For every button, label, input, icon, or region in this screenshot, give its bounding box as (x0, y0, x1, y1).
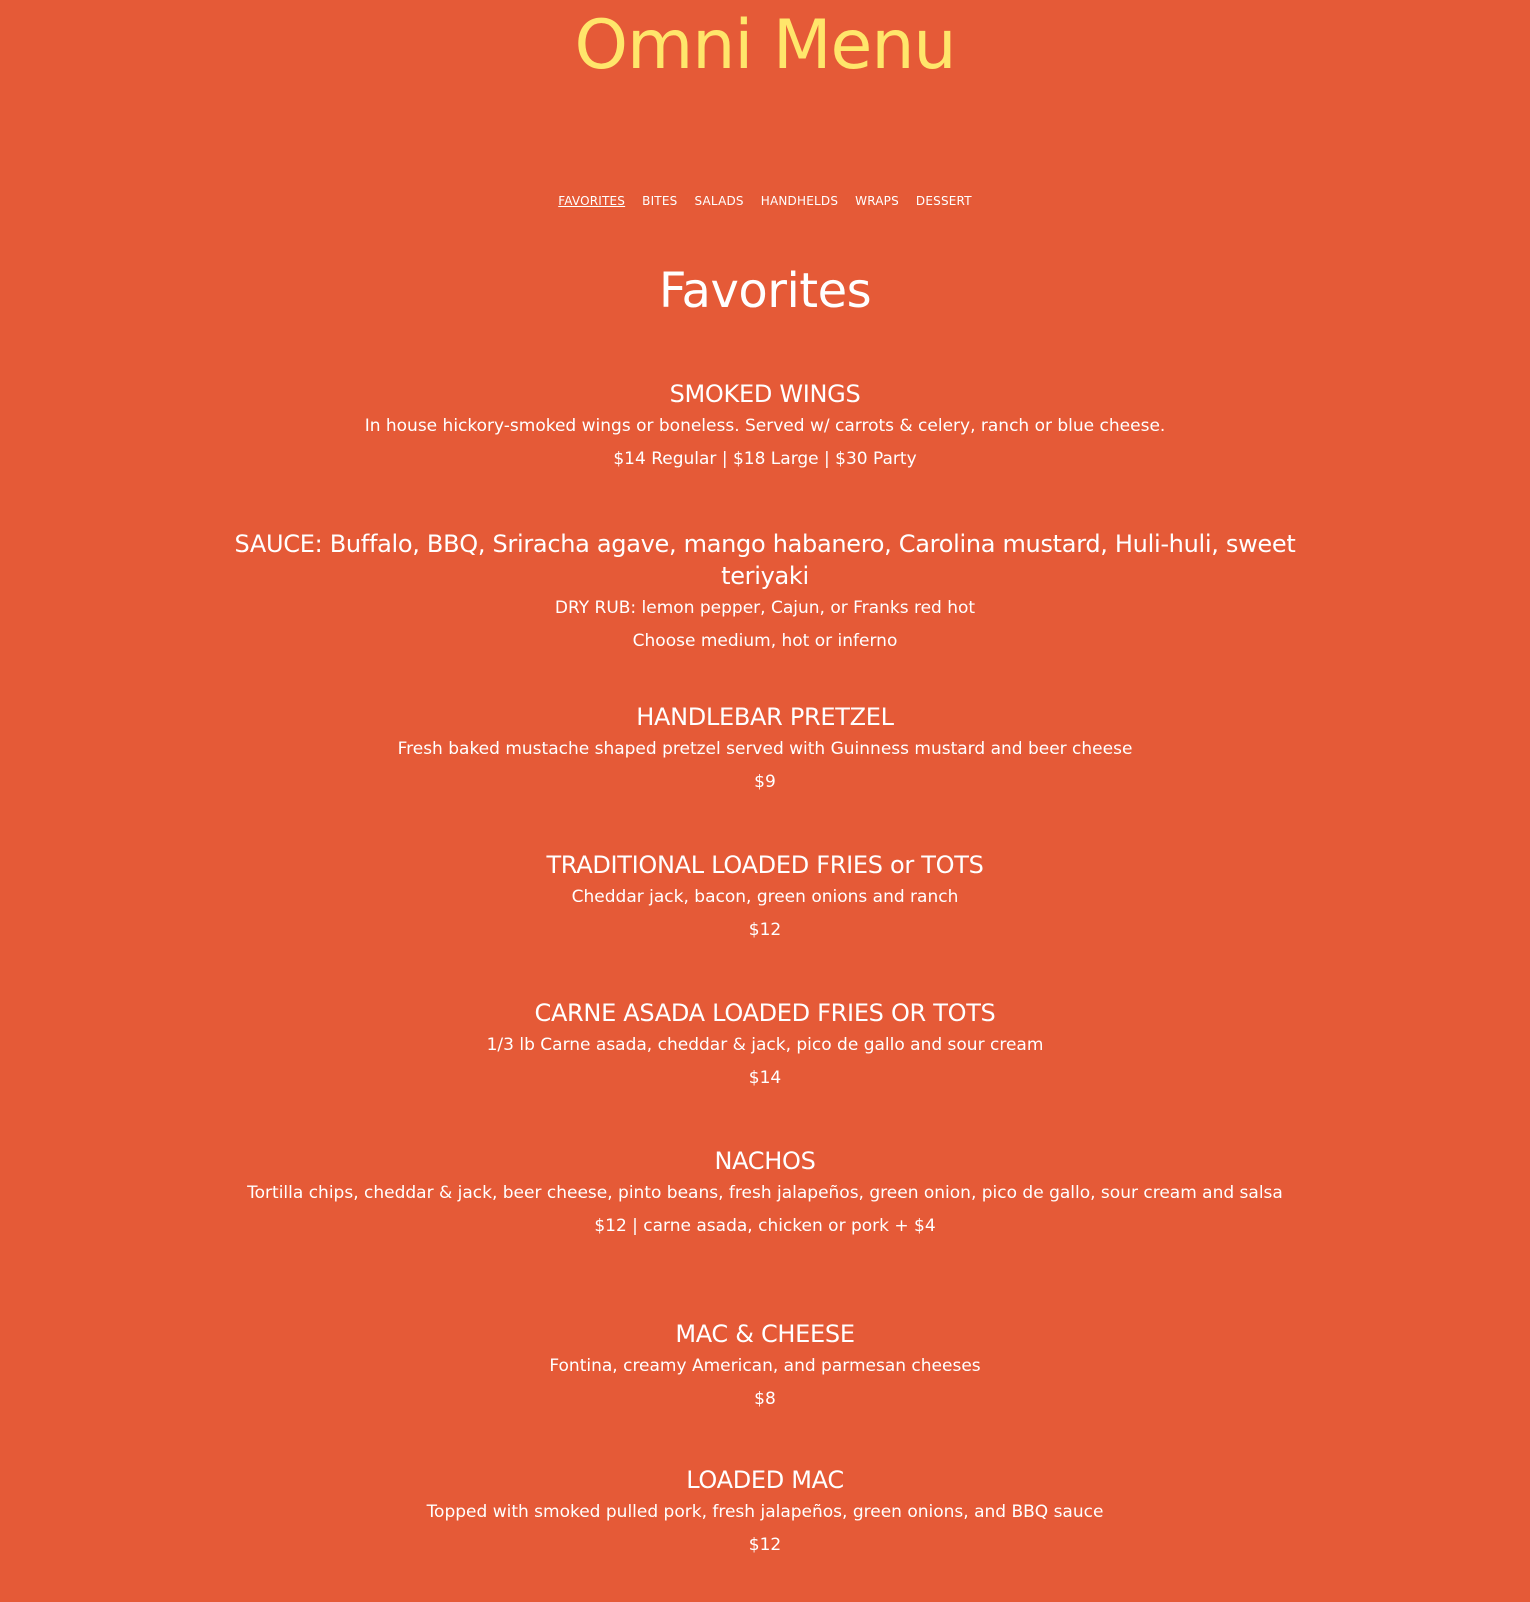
menu-item-price: Choose medium, hot or inferno (632, 631, 898, 651)
menu-item-description: Fresh baked mustache shaped pretzel served with Guinness mustard and beer cheese (397, 739, 1133, 759)
menu-item (165, 1464, 1365, 1584)
site-title[interactable]: Omni Menu (574, 6, 956, 85)
menu-item (165, 701, 1365, 849)
menu-item (215, 1145, 1315, 1318)
menu-item-price: $14 Regular | $18 Large | $30 Party (613, 449, 917, 469)
menu-item-description: Topped with smoked pulled pork, fresh jalapeños, green onions, and BBQ sauce (426, 1502, 1104, 1522)
nav-item-wraps[interactable]: WRAPS (855, 194, 899, 208)
menu-item-price: $8 (754, 1389, 776, 1409)
menu-item-price: $12 (748, 1535, 782, 1555)
menu-item (165, 1318, 1365, 1464)
menu-item-name: TRADITIONAL LOADED FRIES or TOTS (546, 851, 984, 879)
menu-item (215, 528, 1315, 701)
menu-item (165, 849, 1365, 997)
nav-item-salads[interactable]: SALADS (694, 194, 744, 208)
nav-item-bites[interactable]: BITES (642, 194, 678, 208)
menu-item-price: $9 (754, 772, 776, 792)
menu-item-price: $12 | carne asada, chicken or pork + $4 (594, 1216, 936, 1236)
menu-item-name: SAUCE: Buffalo, BBQ, Sriracha agave, mango habanero, Carolina mustard, Huli-huli, sweet teriyaki (234, 530, 1296, 590)
menu-item-name: LOADED MAC (686, 1466, 844, 1494)
menu-item-description: In house hickory-smoked wings or boneless. Served w/ carrots & celery, ranch or blue cheese. (364, 416, 1166, 436)
menu-item-description: DRY RUB: lemon pepper, Cajun, or Franks red hot (554, 598, 976, 618)
menu-item-name: SMOKED WINGS (669, 380, 861, 408)
menu-item (165, 378, 1365, 528)
nav-item-handhelds[interactable]: HANDHELDS (760, 194, 839, 208)
menu-item-price: $14 (748, 1068, 782, 1088)
section-title: Favorites (658, 263, 872, 319)
nav-item-favorites[interactable]: FAVORITES (558, 194, 626, 208)
menu-item-name: NACHOS (714, 1147, 816, 1175)
menu-item-description: Fontina, creamy American, and parmesan cheeses (549, 1356, 981, 1376)
nav-item-dessert[interactable]: DESSERT (915, 194, 972, 208)
menu-item-name: CARNE ASADA LOADED FRIES OR TOTS (534, 999, 996, 1027)
menu-item-description: 1/3 lb Carne asada, cheddar & jack, pico de gallo and sour cream (486, 1035, 1044, 1055)
category-nav (0, 190, 1530, 212)
menu-item-description: Tortilla chips, cheddar & jack, beer cheese, pinto beans, fresh jalapeños, green onion, pico de gallo, sour cream and salsa (247, 1183, 1283, 1203)
menu-item-name: MAC & CHEESE (675, 1320, 855, 1348)
menu-item-price: $12 (748, 920, 782, 940)
menu-item (165, 997, 1365, 1145)
menu-list (0, 378, 1530, 1584)
menu-item-name: HANDLEBAR PRETZEL (636, 703, 894, 731)
menu-item-description: Cheddar jack, bacon, green onions and ranch (571, 887, 959, 907)
